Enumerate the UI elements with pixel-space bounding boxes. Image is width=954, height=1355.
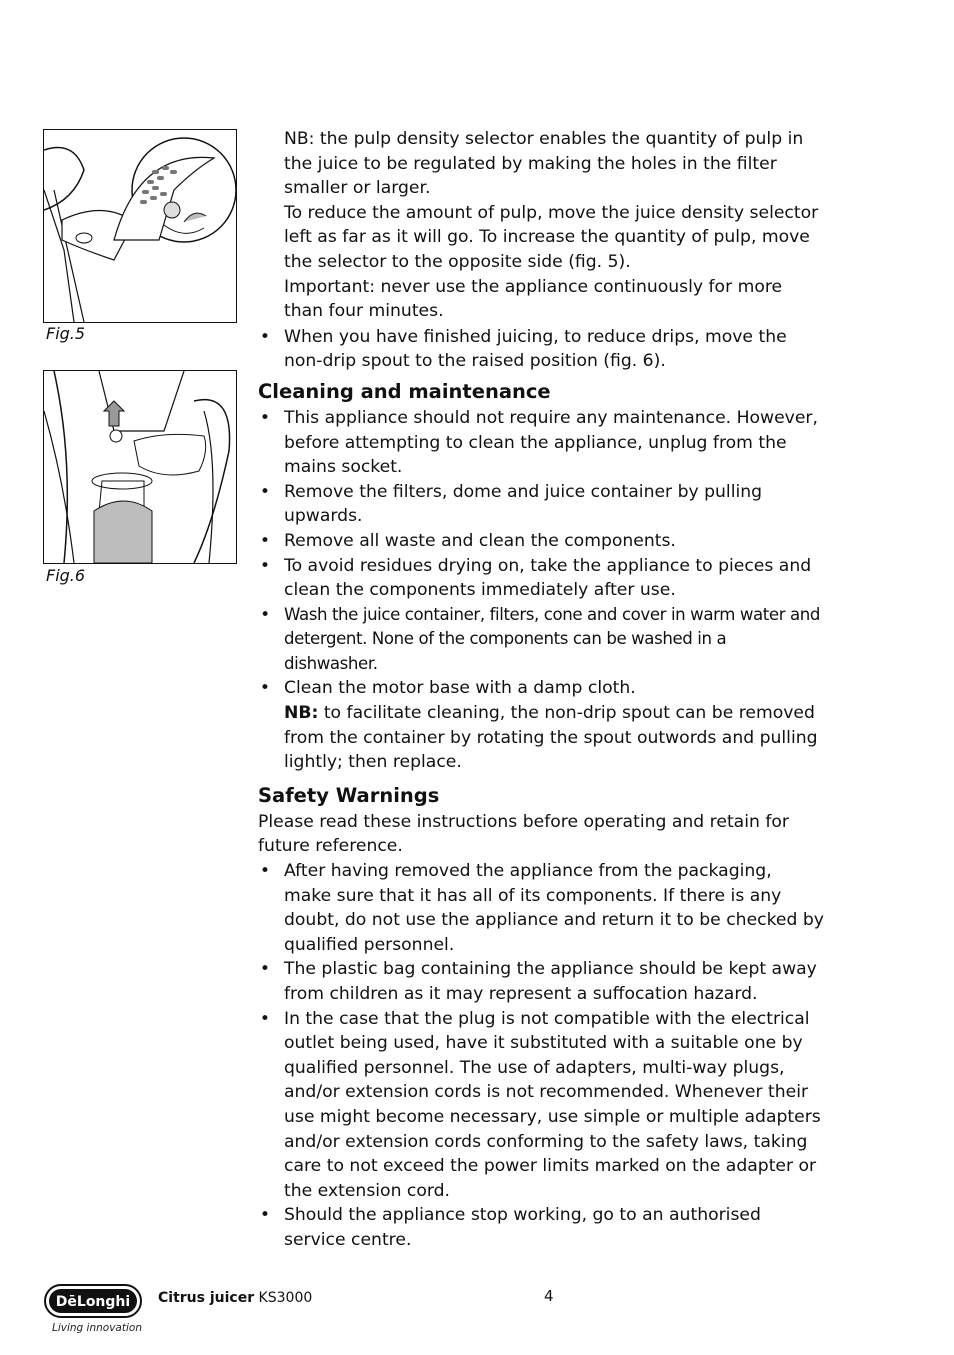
list-item: • Should the appliance stop working, go to an authorised service centre. bbox=[259, 1205, 761, 1250]
list-item-text: To avoid residues drying on, take the appliance to pieces and clean the components immediately after use. bbox=[284, 555, 812, 601]
list-item-text: After having removed the appliance from the packaging, make sure that it has all of its components. If there is any doubt, do not use the appliance and return it to be checked by qualified personnel. bbox=[284, 861, 824, 955]
safety-intro: Please read these instructions before operating and retain for future reference. bbox=[258, 811, 789, 857]
list-item: • Clean the motor base with a damp cloth. bbox=[259, 678, 636, 699]
brand-tagline: Living innovation bbox=[52, 1322, 142, 1334]
important-note: Important: never use the appliance continuously for more than four minutes. bbox=[284, 276, 783, 322]
list-item-text: When you have finished juicing, to reduce drips, move the non-drip spout to the raised position (fig. 6). bbox=[284, 326, 787, 372]
list-item: • This appliance should not require any maintenance. However, before attempting to clean the appliance, unplug from the mains socket. bbox=[259, 407, 818, 478]
non-drip-spout-drawing bbox=[44, 371, 236, 563]
list-item: • The plastic bag containing the appliance should be kept away from children as it may represent a suffocation hazard. bbox=[259, 959, 817, 1004]
brand-wordmark: DēLonghi bbox=[55, 1294, 131, 1310]
list-item: • Wash the juice container, filters, cone and cover in warm water and detergent. None of the components can be washed in a dishwasher. bbox=[260, 604, 821, 673]
product-title: Citrus juicer bbox=[158, 1290, 255, 1306]
page-number: 4 bbox=[544, 1287, 554, 1305]
figure-5-caption: Fig.5 bbox=[46, 324, 86, 343]
cleaning-heading: Cleaning and maintenance bbox=[258, 379, 551, 403]
list-item-text: The plastic bag containing the appliance should be kept away from children as it may represent a suffocation hazard. bbox=[284, 959, 817, 1004]
safety-heading: Safety Warnings bbox=[258, 783, 440, 807]
figure-6-caption: Fig.6 bbox=[46, 566, 86, 585]
main-text-column bbox=[258, 127, 824, 1253]
list-item-text: This appliance should not require any maintenance. However, before attempting to clean the appliance, unplug from the mains socket. bbox=[284, 407, 818, 478]
juicer-pulp-selector-drawing bbox=[44, 130, 236, 322]
pulp-density-note: NB: the pulp density selector enables the quantity of pulp in the juice to be regulated by making the holes in the filter smaller or larger. bbox=[284, 129, 804, 199]
figure-6-illustration bbox=[43, 370, 237, 564]
list-item: • When you have finished juicing, to reduce drips, move the non-drip spout to the raised position (fig. 6). bbox=[259, 326, 787, 372]
product-model: KS3000 bbox=[254, 1290, 313, 1306]
delonghi-logo bbox=[44, 1283, 142, 1323]
cleaning-nb-note bbox=[258, 701, 824, 775]
list-item-text: Clean the motor base with a damp cloth. bbox=[284, 678, 636, 699]
list-item-text: Wash the juice container, filters, cone and cover in warm water and detergent. None of the components can be washed in a dishwasher. bbox=[284, 604, 821, 673]
list-item-text: Should the appliance stop working, go to an authorised service centre. bbox=[284, 1205, 761, 1250]
nb-text: to facilitate cleaning, the non-drip spout can be removed from the container by rotating the spout outwords and pulling lightly; then replace. bbox=[284, 703, 818, 773]
list-item-text: Remove all waste and clean the components. bbox=[284, 530, 676, 551]
nb-label: NB: bbox=[284, 703, 319, 724]
product-name bbox=[158, 1290, 312, 1306]
brand-logo-icon bbox=[44, 1283, 142, 1319]
list-item-text: In the case that the plug is not compatible with the electrical outlet being used, have it substituted with a suitable one by qualified personnel. The use of adapters, multi-way plugs, and/or extension cords is not recommended. Whenever their use might become necessary, use simple or multiple adapters and/or extension cords conforming to the safety laws, taking care to not exceed the power limits marked on the adapter or the extension cord. bbox=[284, 1008, 821, 1201]
list-item-text: Remove the filters, dome and juice container by pulling upwards. bbox=[284, 481, 763, 527]
figure-5-illustration bbox=[43, 129, 237, 323]
list-item: • After having removed the appliance from the packaging, make sure that it has all of its components. If there is any doubt, do not use the appliance and return it to be checked by qualified personnel. bbox=[259, 861, 824, 955]
list-item: • To avoid residues drying on, take the appliance to pieces and clean the components immediately after use. bbox=[259, 555, 812, 601]
list-item: • Remove the filters, dome and juice container by pulling upwards. bbox=[259, 481, 763, 527]
list-item: • In the case that the plug is not compatible with the electrical outlet being used, have it substituted with a suitable one by qualified personnel. The use of adapters, multi-way plugs, and/or extension cords is not recommended. Whenever their use might become necessary, use simple or multiple adapters and/or extension cords conforming to the safety laws, taking care to not exceed the power limits marked on the adapter or the extension cord. bbox=[259, 1008, 821, 1201]
list-item: • Remove all waste and clean the components. bbox=[259, 530, 676, 551]
reduce-pulp-instructions: To reduce the amount of pulp, move the juice density selector left as far as it will go. To increase the quantity of pulp, move the selector to the opposite side (fig. 5). bbox=[284, 202, 819, 272]
